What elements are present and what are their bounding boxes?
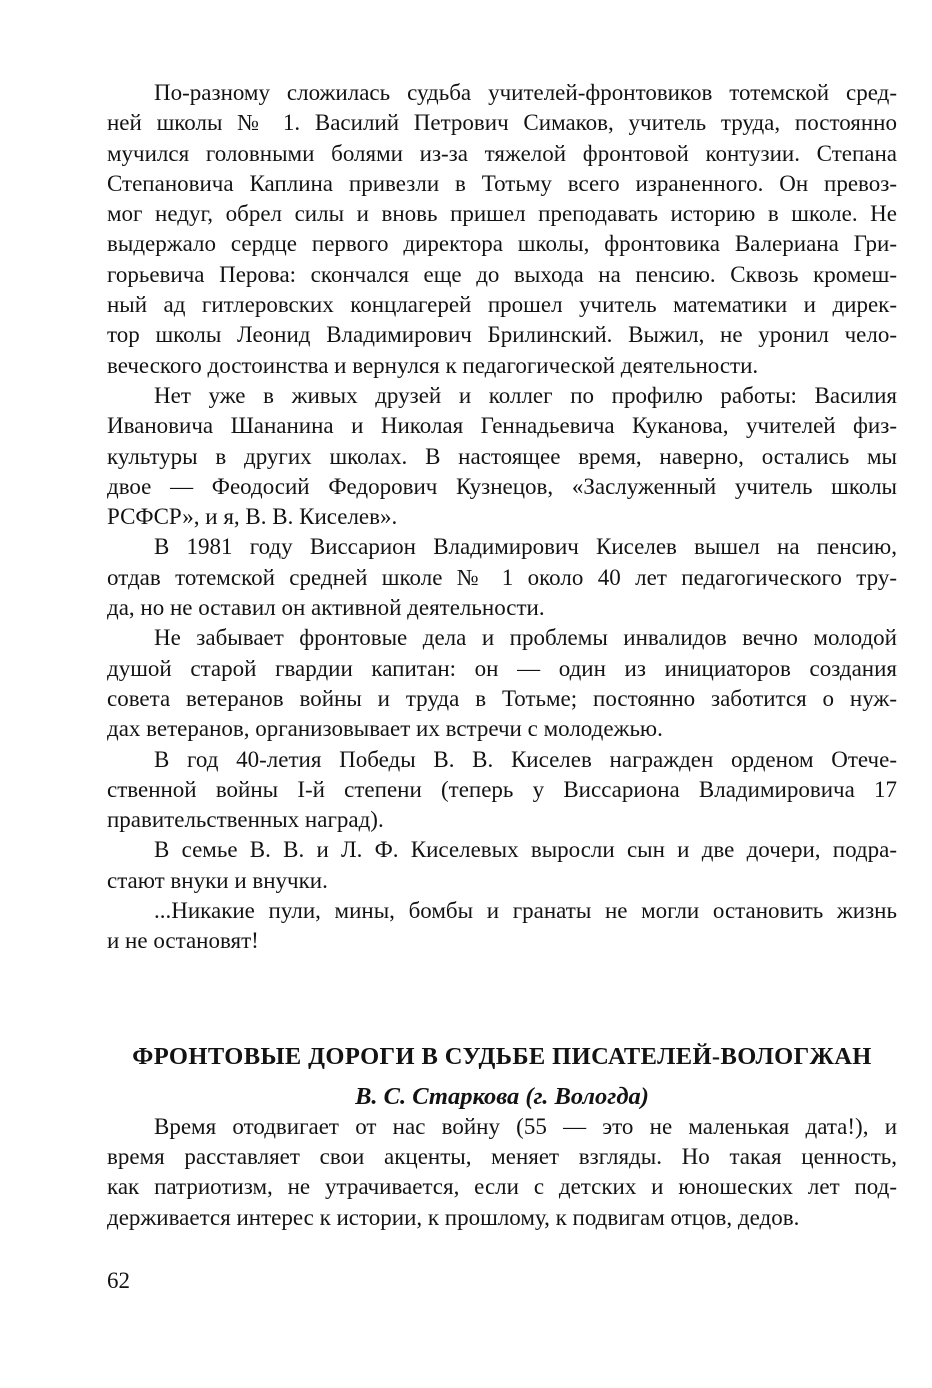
text-line: Степановича Каплина привезли в Тотьму всего израненного. Он превоз-	[107, 170, 897, 196]
text-line: тор школы Леонид Владимирович Брилинский. Выжил, не уронил чело-	[107, 322, 897, 348]
text-line: двое — Феодосий Федорович Кузнецов, «Заслуженный учитель школы	[107, 473, 897, 499]
section-byline: В. С. Старкова (г. Вологда)	[355, 1082, 649, 1110]
text-line: мучился головными болями из-за тяжелой фронтовой контузии. Степана	[107, 140, 897, 166]
text-line: и не остановят!	[107, 928, 259, 954]
text-line: В 1981 году Виссарион Владимирович Киселев вышел на пенсию,	[154, 534, 897, 560]
text-line: веческого достоинства и вернулся к педагогической деятельности.	[107, 352, 759, 378]
text-line: дах ветеранов, организовывает их встречи с молодежью.	[107, 716, 663, 742]
text-line: совета ветеранов войны и труда в Тотьме; постоянно заботится о нуж-	[107, 685, 897, 711]
text-line: По-разному сложилась судьба учителей-фронтовиков тотемской сред-	[154, 80, 897, 105]
text-line: выдержало сердце первого директора школы, фронтовика Валериана Гри-	[107, 231, 897, 257]
text-line: время расставляет свои акценты, меняет взгляды. Но такая ценность,	[107, 1143, 897, 1169]
text-line: держивается интерес к истории, к прошлому, к подвигам отцов, дедов.	[107, 1204, 800, 1230]
text-line: Нет уже в живых друзей и коллег по профилю работы: Василия	[154, 382, 897, 408]
text-line: душой старой гвардии капитан: он — один из инициаторов создания	[107, 655, 897, 681]
text-line: как патриотизм, не утрачивается, если с детских и юношеских лет под-	[107, 1174, 897, 1200]
page-number: 62	[107, 1268, 130, 1293]
section-title: ФРОНТОВЫЕ ДОРОГИ В СУДЬБЕ ПИСАТЕЛЕЙ-ВОЛОГЖАН	[132, 1042, 872, 1070]
text-line: Время отодвигает от нас войну (55 — это не маленькая дата!), и	[154, 1113, 897, 1139]
text-line: В год 40-летия Победы В. В. Киселев награжден орденом Отече-	[154, 746, 897, 772]
text-line: Не забывает фронтовые дела и проблемы инвалидов вечно молодой	[154, 625, 897, 651]
text-line: культуры в других школах. В настоящее время, наверно, остались мы	[107, 443, 897, 469]
text-line: В семье В. В. и Л. Ф. Киселевых выросли сын и две дочери, подра-	[154, 837, 897, 863]
text-line: ный ад гитлеровских концлагерей прошел учитель математики и дирек-	[107, 292, 897, 318]
text-line: Ивановича Шананина и Николая Геннадьевича Куканова, учителей физ-	[107, 413, 897, 439]
text-column	[107, 78, 897, 1233]
text-line: ственной войны I-й степени (теперь у Виссариона Владимировича 17	[107, 776, 897, 802]
text-line: стают внуки и внучки.	[107, 867, 328, 893]
text-line: правительственных наград).	[107, 807, 384, 833]
text-line: да, но не оставил он активной деятельности.	[107, 595, 545, 621]
text-line: ...Никакие пули, мины, бомбы и гранаты не могли остановить жизнь	[154, 898, 897, 924]
text-line: ней школы № 1. Василий Петрович Симаков, учитель труда, постоянно	[107, 110, 897, 136]
text-line: мог недуг, обрел силы и вновь пришел преподавать историю в школе. Не	[107, 201, 897, 227]
text-line: отдав тотемской средней школе № 1 около 40 лет педагогического тру-	[107, 564, 897, 590]
text-line: горьевича Перова: скончался еще до выхода на пенсию. Сквозь кромеш-	[107, 261, 897, 287]
text-line: РСФСР», и я, В. В. Киселев».	[107, 504, 398, 530]
